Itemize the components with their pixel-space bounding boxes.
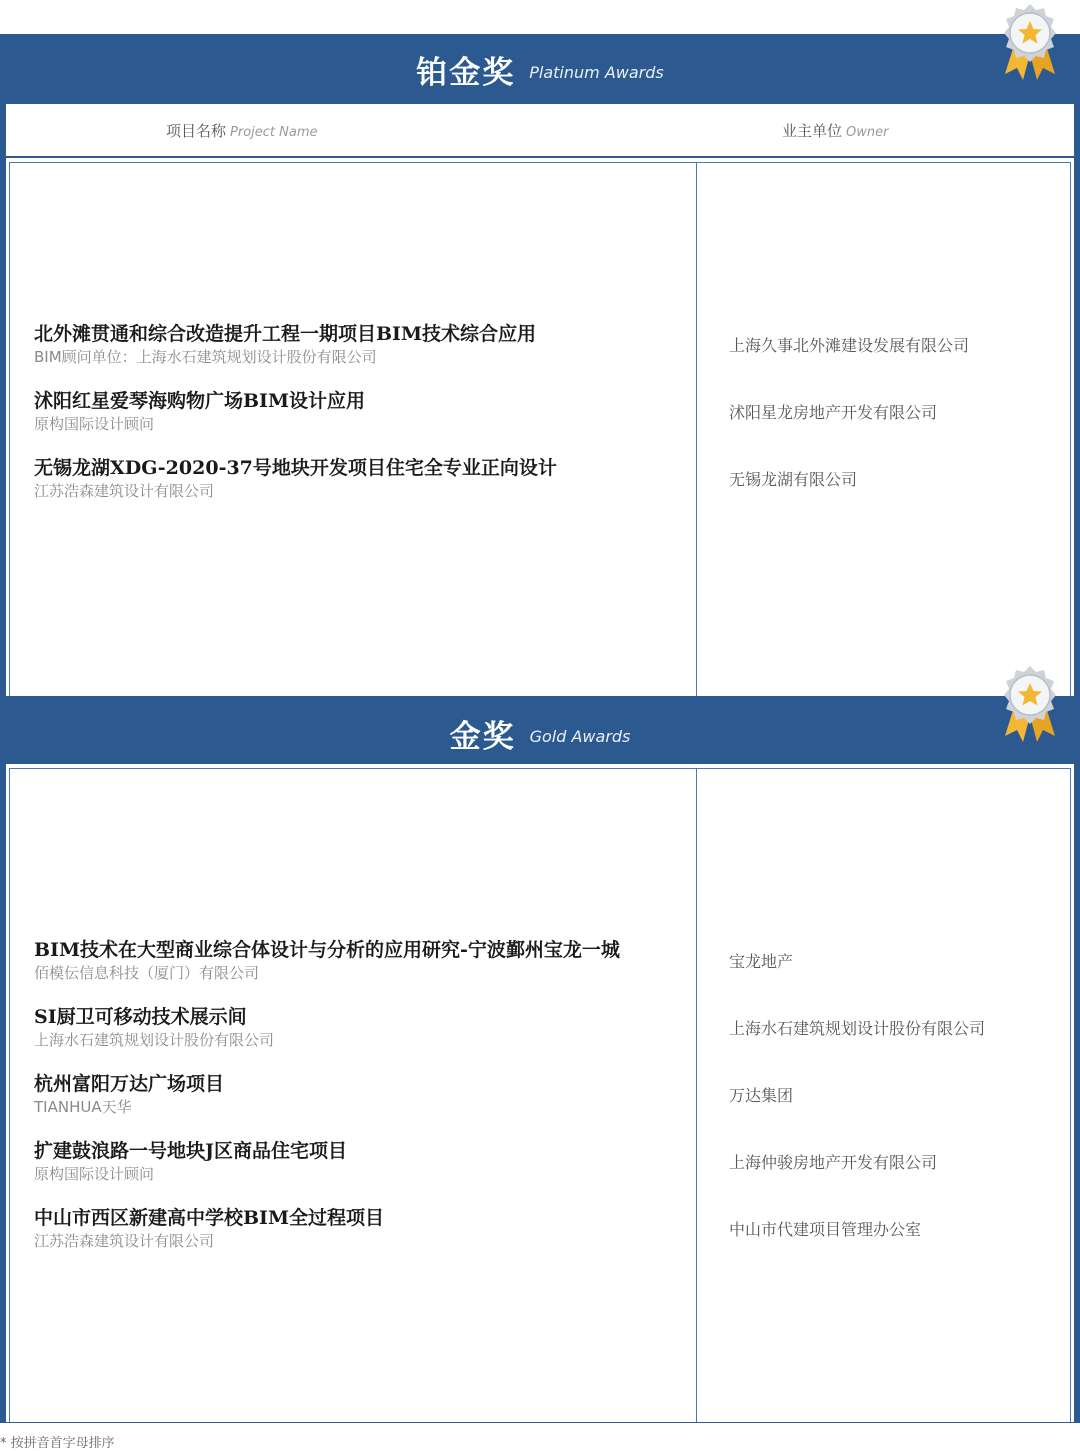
column-owner-cn: 业主单位 [782, 121, 843, 140]
column-project-en: Project Name [230, 124, 318, 140]
project-owner: 沭阳星龙房地产开发有限公司 [729, 403, 938, 422]
project-designer: 原构国际设计顾问 [34, 415, 155, 433]
column-owner [782, 120, 888, 141]
gold-title-en: Gold Awards [529, 726, 631, 746]
top-strip [0, 0, 1080, 34]
project-owner: 无锡龙湖有限公司 [729, 470, 858, 489]
column-project [166, 120, 318, 141]
project-designer: TIANHUA天华 [34, 1098, 132, 1116]
project-owner: 宝龙地产 [729, 952, 794, 971]
column-header [6, 104, 1074, 156]
gold-table [6, 764, 1074, 1422]
project-owner: 上海仲骏房地产开发有限公司 [729, 1153, 938, 1172]
project-title: 北外滩贯通和综合改造提升工程一期项目BIM技术综合应用 [34, 323, 536, 345]
platinum-table [6, 158, 1074, 696]
project-designer: 江苏浩森建筑设计有限公司 [34, 1232, 215, 1250]
project-title: SI厨卫可移动技术展示间 [34, 1006, 247, 1028]
table-row [6, 1002, 1074, 1062]
project-title: BIM技术在大型商业综合体设计与分析的应用研究-宁波鄞州宝龙一城 [34, 939, 620, 961]
table-row [6, 319, 1074, 379]
table-row [6, 1203, 1074, 1263]
column-project-cn: 项目名称 [166, 121, 227, 140]
column-owner-en: Owner [846, 124, 889, 140]
project-designer: 江苏浩森建筑设计有限公司 [34, 482, 215, 500]
gold-title-cn: 金奖 [449, 718, 516, 755]
table-row [6, 386, 1074, 446]
table-row [6, 935, 1074, 995]
project-owner: 上海水石建筑规划设计股份有限公司 [729, 1019, 986, 1038]
project-designer: 佰模伝信息科技（厦门）有限公司 [34, 964, 260, 982]
project-owner: 中山市代建项目管理办公室 [729, 1220, 922, 1239]
table-row [6, 453, 1074, 513]
project-designer: 上海水石建筑规划设计股份有限公司 [34, 1031, 275, 1049]
project-title: 沭阳红星爱琴海购物广场BIM设计应用 [34, 390, 365, 412]
platinum-title-cn: 铂金奖 [416, 54, 516, 91]
project-title: 中山市西区新建高中学校BIM全过程项目 [34, 1207, 384, 1229]
project-designer: BIM顾问单位：上海水石建筑规划设计股份有限公司 [34, 348, 377, 366]
gold-section-header [0, 698, 1080, 768]
project-designer: 原构国际设计顾问 [34, 1165, 155, 1183]
table-row [6, 1136, 1074, 1196]
sort-footnote: * 按拼音首字母排序 [0, 1436, 115, 1451]
award-medal-icon [999, 2, 1061, 84]
platinum-title-en: Platinum Awards [529, 62, 664, 82]
award-medal-icon [999, 664, 1061, 746]
project-title: 无锡龙湖XDG-2020-37号地块开发项目住宅全专业正向设计 [34, 457, 557, 479]
project-owner: 万达集团 [729, 1086, 794, 1105]
platinum-section-header [0, 34, 1080, 104]
project-owner: 上海久事北外滩建设发展有限公司 [729, 336, 970, 355]
project-title: 杭州富阳万达广场项目 [34, 1073, 225, 1095]
table-row [6, 1069, 1074, 1129]
project-title: 扩建鼓浪路一号地块J区商品住宅项目 [34, 1140, 347, 1162]
